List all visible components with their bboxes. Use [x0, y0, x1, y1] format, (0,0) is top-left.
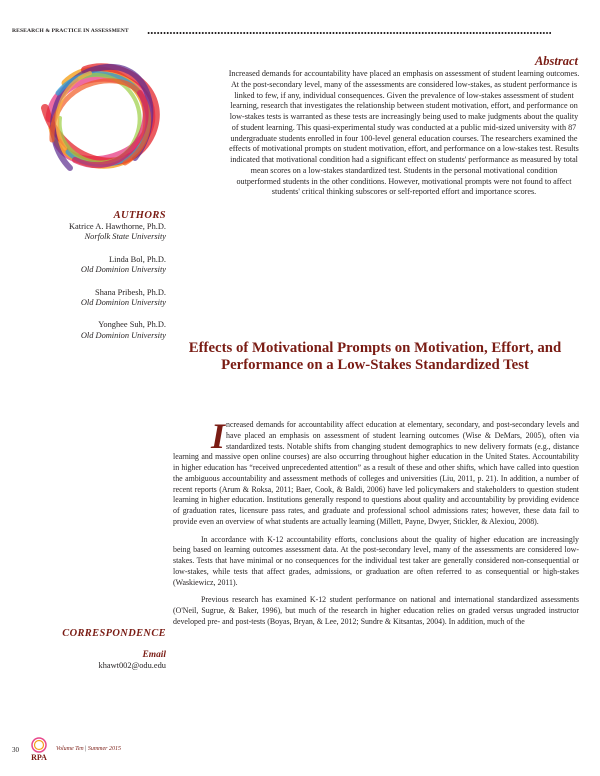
article-body: [173, 416, 579, 635]
author-affiliation: Old Dominion University: [80, 330, 166, 340]
email-label: Email: [142, 650, 166, 660]
footer-season: Summer 2015: [87, 746, 121, 752]
author-entry: [20, 255, 166, 276]
rpa-logo-icon: [24, 736, 54, 762]
page-footer: [10, 736, 210, 766]
footer-volume: Volume Ten: [56, 746, 84, 752]
footer-issue: [56, 746, 121, 752]
authors-block: [20, 210, 166, 353]
section-label: RESEARCH & PRACTICE IN ASSESSMENT: [12, 28, 129, 34]
rpa-logo-text: RPA: [31, 753, 47, 762]
drop-cap: I: [211, 416, 226, 456]
paragraph-text: ncreased demands for accountability affect education at elementary, secondary, and post-secondary levels and have placed an emphasis on assessment of student learning outcomes (Wise & DeMars, 2005), often via standardized tests. Notable shifts from changing student demographics to new delivery formats (e.g., distance learning and massive open online courses) are also occurring throughout higher education in the United States. Accountability in higher education has “received unprecedented attention” as a result of these and other shifts, which have called into question the ambiguous accountability and assessment methods of colleges and universities (Liu, 2011, p. 21). In addition, a number of recent reports (Arum & Roksa, 2011; Baer, Cook, & Baldi, 2006) have led policymakers and stakeholders to question student learning in higher education. Institutions generally respond to questions about quality and accountability by providing evidence of graduation rates, licensure pass rates, and graduate and professional school admissions rates; however, these data fail to provide even an overview of what students are actually learning (Millett, Payne, Dwyer, Stickler, & Alexiou, 2008).: [173, 420, 579, 526]
author-entry: [20, 288, 166, 309]
author-affiliation: Old Dominion University: [80, 298, 166, 308]
abstract-body: Increased demands for accountability have placed an emphasis on assessment of student learning outcomes. At the post-secondary level, many of the assessments are considered low-stakes, as student performance is linked to few, if any, individual consequences. Given the prevalence of low-stakes assessment of student learning, research that investigates the relationship between student motivation, effort, and performance on low-stakes tests is warranted as these tests are increasingly being used to make judgments about the quality of student learning. This quasi-experimental study was conducted at a public mid-sized university with 87 undergraduate students enrolled in four 100-level general education courses. The researchers examined the effects of motivational prompts on student motivation, effort, and performance on a low-stakes test. Results indicated that motivational condition had a significant effect on students' performance as measured by total mean scores on a low-stakes standardized test. Students in the personal motivational condition outperformed students in the other conditions. However, motivational prompts were not found to affect students' critical thinking subscores or self-reported effort and importance scores.: [228, 69, 580, 197]
body-paragraph: In accordance with K-12 accountability efforts, conclusions about the quality of higher education are increasingly being based on learning outcomes assessment data. At the post-secondary level, many of the assessments are considered low-stakes. Tests that have minimal or no consequences for the individual test taker are generally considered non-consequential or low-stakes, while tests that affect grades, admissions, or graduation are often referred to as consequential or high-stakes (Waskiewicz, 2011).: [173, 534, 579, 587]
abstract-title: Abstract: [534, 54, 578, 68]
page-number: 30: [12, 746, 19, 754]
author-name: Linda Bol, Ph.D.: [109, 254, 166, 264]
footer-separator: |: [85, 746, 87, 752]
email-link[interactable]: khawt002@odu.edu: [98, 661, 166, 670]
author-name: Katrice A. Hawthorne, Ph.D.: [69, 222, 166, 231]
correspondence-block: [20, 628, 166, 670]
author-affiliation: Norfolk State University: [84, 232, 166, 242]
swirl-logo-icon: [30, 48, 170, 188]
author-name: Yonghee Suh, Ph.D.: [98, 320, 166, 330]
running-header: [12, 28, 588, 40]
body-paragraph: Previous research has examined K-12 student performance on national and international standardized assessments (O'Neil, Sugrue, & Baker, 1996), but much of the research in higher education relies on graded versus ungraded instructor developed pre- and post-tests (Boyas, Bryan, & Lee, 2012; Sundre & Kitsantas, 2004). In addition, much of the: [173, 595, 579, 626]
author-entry: [20, 222, 166, 243]
authors-title: AUTHORS: [113, 210, 166, 221]
author-affiliation: Old Dominion University: [80, 265, 166, 275]
author-name: Shana Pribesh, Ph.D.: [95, 287, 166, 297]
body-paragraph: [173, 416, 579, 528]
correspondence-title: CORRESPONDENCE: [62, 628, 166, 639]
article-title: Effects of Motivational Prompts on Motivation, Effort, and Performance on a Low-Stakes Standardized Test: [188, 340, 562, 374]
header-dotted-rule: [147, 32, 551, 34]
author-entry: [20, 320, 166, 341]
